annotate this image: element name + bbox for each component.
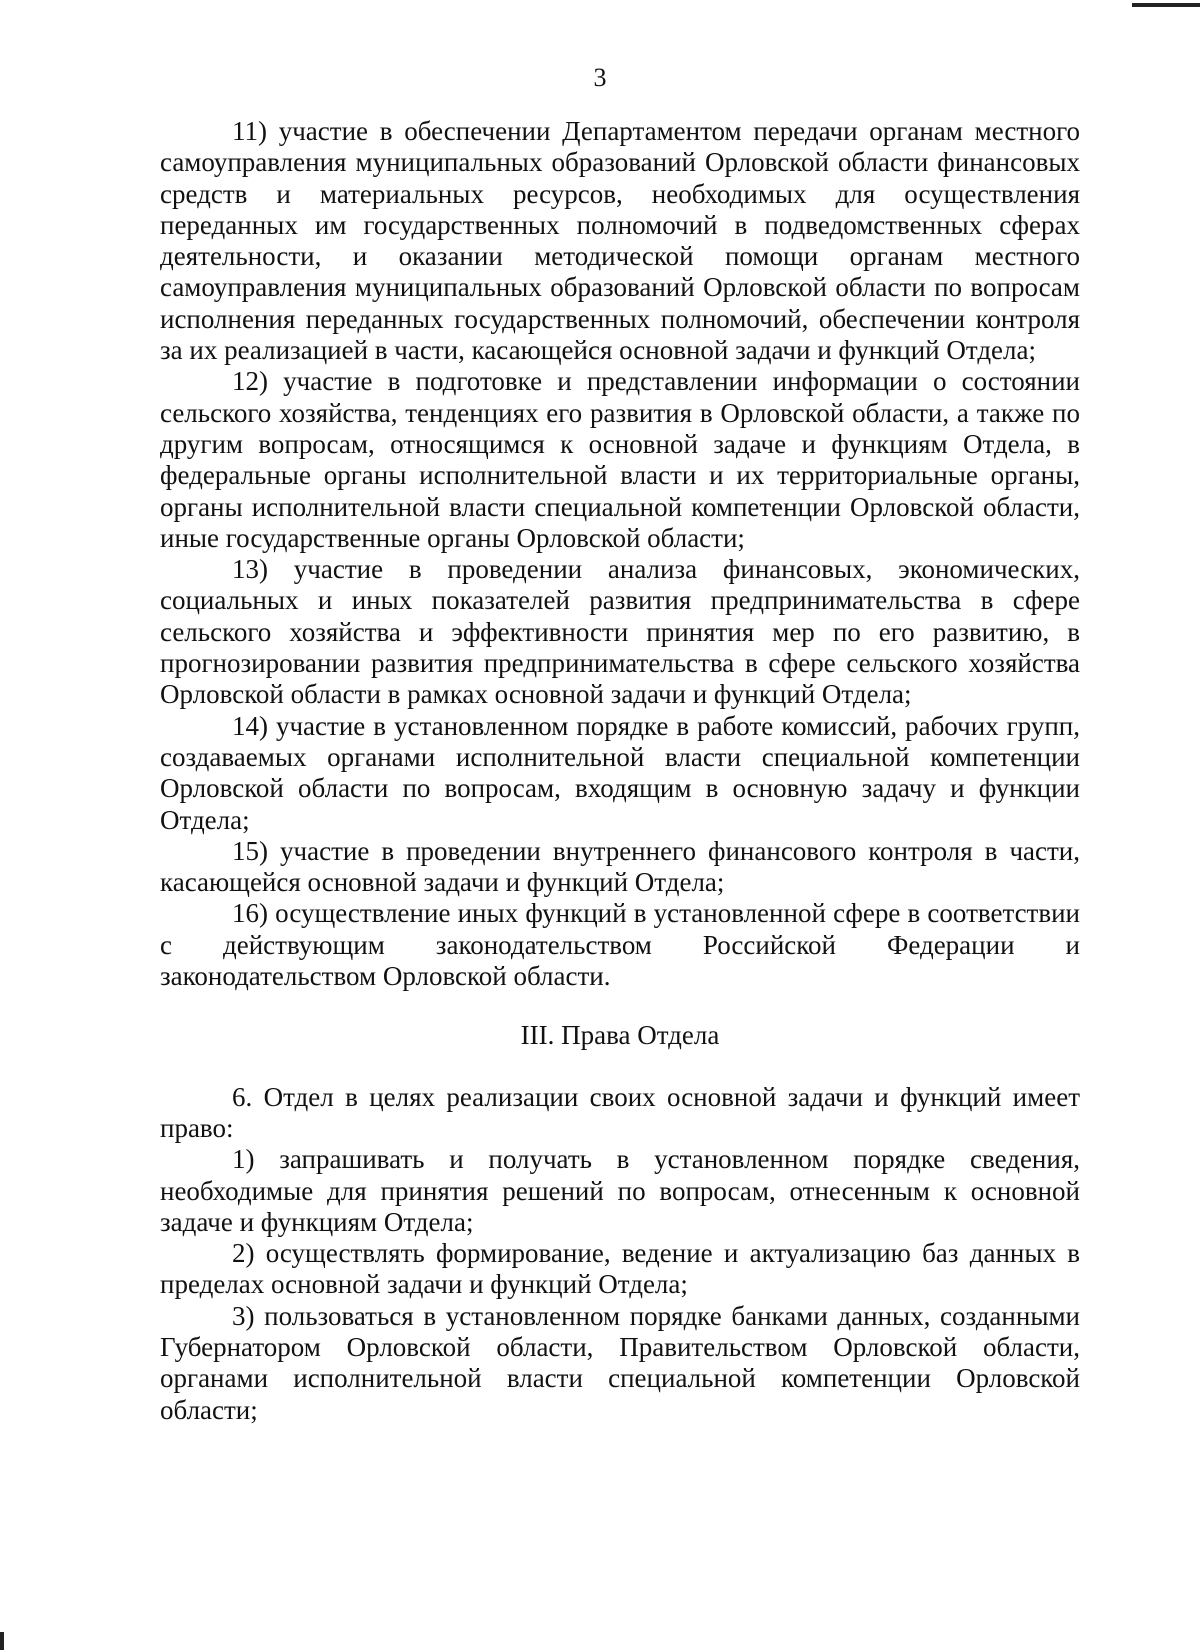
paragraph-item-11: 11) участие в обеспечении Департаментом передачи органам местного самоуправления муниципальных образований Орловской области финансовых средств и материальных ресурсов, необходимых для осуществления переданных им государственных полномочий в подведомственных сферах деятельности, и оказании методической помощи органам местного самоуправления муниципальных образований Орловской области по вопросам исполнения переданных государственных полномочий, обеспечении контроля за их реализацией в части, касающейся основной задачи и функций Отдела;: [160, 116, 1080, 366]
paragraph-item-12: 12) участие в подготовке и представлении информации о состоянии сельского хозяйства, тенденциях его развития в Орловской области, а также по другим вопросам, относящимся к основной задаче и функциям Отдела, в федеральные органы исполнительной власти и их территориальные органы, органы исполнительной власти специальной компетенции Орловской области, иные государственные органы Орловской области;: [160, 366, 1080, 553]
paragraph-item-16: 16) осуществление иных функций в установленной сфере в соответствии с действующим законодательством Российской Федерации и законодательством Орловской области.: [160, 898, 1080, 992]
section-heading: III. Права Отдела: [520, 1020, 720, 1051]
paragraph-item-15: 15) участие в проведении внутреннего финансового контроля в части, касающейся основной задачи и функций Отдела;: [160, 835, 1080, 898]
paragraph-item-14: 14) участие в установленном порядке в работе комиссий, рабочих групп, создаваемых органами исполнительной власти специальной компетенции Орловской области по вопросам, входящим в основную задачу и функции Отдела;: [160, 710, 1080, 835]
paragraph-item-13: 13) участие в проведении анализа финансовых, экономических, социальных и иных показателей развития предпринимательства в сфере сельского хозяйства и эффективности принятия мер по его развитию, в прогнозировании развития предпринимательства в сфере сельского хозяйства Орловской области в рамках основной задачи и функций Отдела;: [160, 554, 1080, 710]
page-number: 3: [593, 63, 607, 92]
paragraph-right-3: 3) пользоваться в установленном порядке банками данных, созданными Губернатором Орловской области, Правительством Орловской области, органами исполнительной власти специальной компетенции Орловской области;: [160, 1300, 1080, 1425]
paragraph-clause-6: 6. Отдел в целях реализации своих основной задачи и функций имеет право:: [160, 1081, 1080, 1143]
document-body: [160, 116, 1080, 1426]
scan-edge-mark-bottom: [0, 1632, 4, 1650]
scan-edge-mark-top: [1132, 3, 1200, 7]
paragraph-right-1: 1) запрашивать и получать в установленном порядке сведения, необходимые для принятия решений по вопросам, отнесенным к основной задаче и функциям Отдела;: [160, 1144, 1080, 1237]
paragraph-right-2: 2) осуществлять формирование, ведение и актуализацию баз данных в пределах основной задачи и функций Отдела;: [160, 1238, 1080, 1300]
